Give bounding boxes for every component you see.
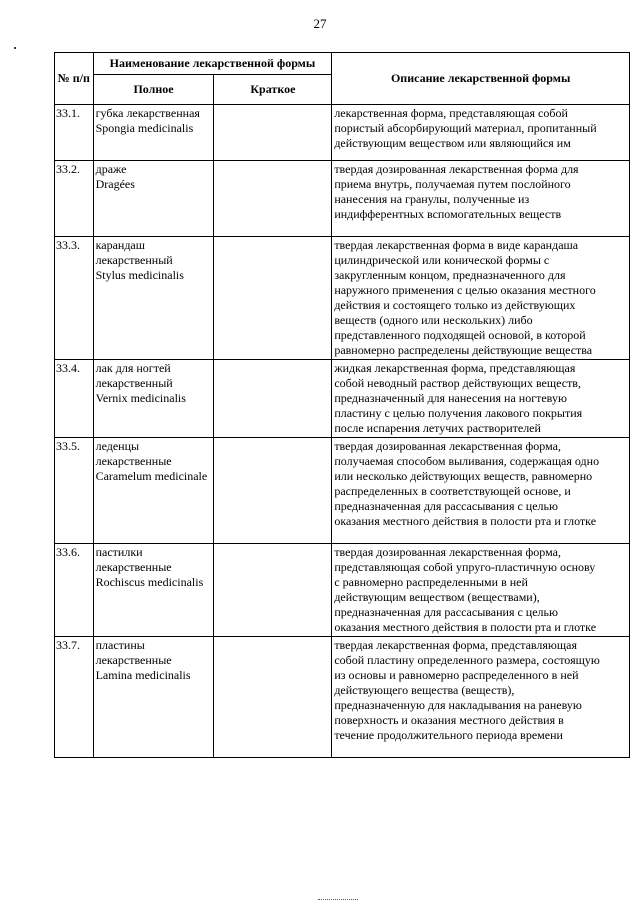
table-row [55, 105, 630, 161]
description-cell [332, 438, 630, 544]
description-cell [332, 161, 630, 237]
row-number: 33.7. [55, 637, 94, 758]
full-name-line: лекарственные [95, 653, 172, 667]
short-name-cell [214, 237, 332, 360]
description-line: получаемая способом выливания, содержащая одно [334, 454, 600, 468]
description-line: пластину с целью получения лакового покрытия [334, 406, 583, 420]
description-line: после испарения летучих растворителей [334, 421, 541, 435]
row-number: 33.6. [55, 544, 94, 637]
header-short: Краткое [214, 75, 332, 105]
full-name-line: пластины [95, 638, 145, 652]
description-line: предназначенный для нанесения на ногтевую [334, 391, 567, 405]
full-name-line: лекарственные [95, 560, 172, 574]
full-name-line: лекарственные [95, 454, 172, 468]
page-number: 27 [313, 16, 327, 31]
description-line: с равномерно распределенными в ней [334, 575, 528, 589]
full-name-cell [93, 237, 214, 360]
description-line: твердая дозированная лекарственная форма, [334, 439, 561, 453]
description-line: предназначенную для накладывания на раневую [334, 698, 582, 712]
description-cell [332, 637, 630, 758]
description-line: действующим веществом или являющийся им [334, 136, 571, 150]
row-number: 33.4. [55, 360, 94, 438]
full-name-cell [93, 544, 214, 637]
description-line: предназначенная для рассасывания с целью [334, 499, 558, 513]
description-line: распределенных в соответствующей основе, и [334, 484, 571, 498]
full-name-line: губка лекарственная [95, 106, 200, 120]
description-line: оказания местного действия в полости рта и глотке [334, 620, 597, 634]
header-name-group: Наименование лекарственной формы [93, 53, 332, 75]
description-line: течение продолжительного периода времени [334, 728, 563, 742]
description-line: пористый абсорбирующий материал, пропитанный [334, 121, 597, 135]
description-line: действия и состоящего только из действующих [334, 298, 576, 312]
description-line: наружного применения с целью оказания местного [334, 283, 596, 297]
table-row [55, 237, 630, 360]
short-name-cell [214, 161, 332, 237]
description-line: твердая лекарственная форма, представляющая [334, 638, 577, 652]
row-number: 33.1. [55, 105, 94, 161]
description-line: закругленным концом, предназначенного для [334, 268, 566, 282]
full-name-line: Lamina medicinalis [95, 668, 191, 682]
description-line: действующим веществом (веществами), [334, 590, 540, 604]
table-row [55, 161, 630, 237]
description-line: веществ (одного или нескольких) либо [334, 313, 533, 327]
full-name-line: Caramelum medicinale [95, 469, 208, 483]
header-full: Полное [93, 75, 214, 105]
table-row [55, 360, 630, 438]
full-name-cell [93, 105, 214, 161]
row-number: 33.3. [55, 237, 94, 360]
full-name-line: Rochiscus medicinalis [95, 575, 204, 589]
description-line: собой пластину определенного размера, состоящую [334, 653, 600, 667]
full-name-cell [93, 438, 214, 544]
description-cell [332, 360, 630, 438]
table-row [55, 637, 630, 758]
full-name-line: лекарственный [95, 253, 173, 267]
full-name-line: драже [95, 162, 127, 176]
dosage-forms-table [54, 52, 630, 758]
full-name-cell [93, 360, 214, 438]
short-name-cell [214, 360, 332, 438]
description-line: индифферентных вспомогательных веществ [334, 207, 562, 221]
description-line: нанесения на гранулы, полученные из [334, 192, 530, 206]
full-name-line: Spongia medicinalis [95, 121, 194, 135]
short-name-cell [214, 438, 332, 544]
header-description: Описание лекарственной формы [332, 53, 630, 105]
full-name-line: лекарственный [95, 376, 173, 390]
description-line: представляющая собой упруго-пластичную основу [334, 560, 596, 574]
header-num: № п/п [55, 53, 94, 105]
description-line: твердая дозированная лекарственная форма, [334, 545, 561, 559]
short-name-cell [214, 544, 332, 637]
description-line: собой неводный раствор действующих веществ, [334, 376, 581, 390]
short-name-cell [214, 105, 332, 161]
description-line: действующего вещества (веществ), [334, 683, 515, 697]
description-line: представленного подходящей основой, в которой [334, 328, 586, 342]
description-line: приема внутрь, получаемая путем послойного [334, 177, 571, 191]
full-name-line: карандаш [95, 238, 145, 252]
full-name-cell [93, 637, 214, 758]
description-cell [332, 237, 630, 360]
description-line: лекарственная форма, представляющая собой [334, 106, 568, 120]
full-name-line: Stylus medicinalis [95, 268, 184, 282]
full-name-line: лак для ногтей [95, 361, 171, 375]
description-line: или несколько действующих веществ, равномерно [334, 469, 593, 483]
description-line: твердая дозированная лекарственная форма для [334, 162, 579, 176]
description-line: оказания местного действия в полости рта и глотке [334, 514, 597, 528]
short-name-cell [214, 637, 332, 758]
full-name-line: Dragées [95, 177, 135, 191]
table-row [55, 438, 630, 544]
description-line: равномерно распределены действующие вещества [334, 343, 593, 357]
description-cell [332, 544, 630, 637]
full-name-line: пастилки [95, 545, 143, 559]
row-number: 33.2. [55, 161, 94, 237]
row-number: 33.5. [55, 438, 94, 544]
full-name-line: леденцы [95, 439, 140, 453]
description-line: жидкая лекарственная форма, представляющая [334, 361, 576, 375]
description-line: поверхность и оказания местного действия в [334, 713, 564, 727]
full-name-cell [93, 161, 214, 237]
description-line: цилиндрической или конической формы с [334, 253, 550, 267]
margin-dot [14, 47, 16, 49]
table-row [55, 544, 630, 637]
bottom-mark [318, 899, 358, 901]
table-body [55, 105, 630, 758]
description-line: твердая лекарственная форма в виде карандаша [334, 238, 579, 252]
full-name-line: Vernix medicinalis [95, 391, 186, 405]
description-line: из основы и равномерно распределенного в ней [334, 668, 579, 682]
description-line: предназначенная для рассасывания с целью [334, 605, 558, 619]
description-cell [332, 105, 630, 161]
